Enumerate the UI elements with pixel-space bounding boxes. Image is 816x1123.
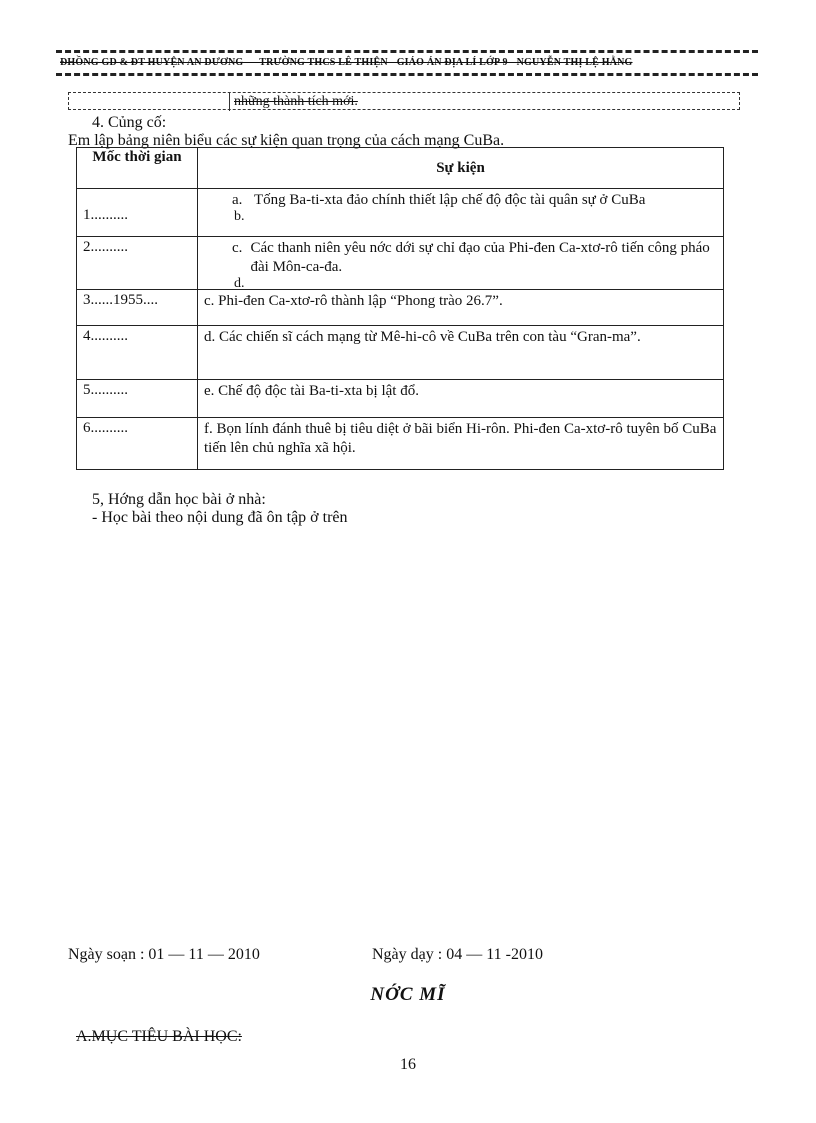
row-label: c.	[232, 240, 243, 256]
homework-item: - Học bài theo nội dung đã ôn tập ở trên	[92, 509, 348, 526]
row-event: d. Các chiến sĩ cách mạng từ Mê-hi-cô về CuBa trên con tàu “Gran-ma”.	[198, 326, 724, 380]
page-header: ĐHỒNG GD & ĐT HUYỆN AN DƯƠNG --- TRƯỜNG THCS LÊ THIỆN - GIÁO ÁN ĐỊA LÍ LỚP 9 - NGUYỄN THỊ LỆ HẰNG	[56, 50, 758, 76]
table-row	[77, 326, 724, 380]
lesson-title: NỚC MĨ	[370, 984, 446, 1005]
row-event: c. Phi-đen Ca-xtơ-rô thành lập “Phong trào 26.7”.	[198, 290, 724, 326]
date-prepared: Ngày soạn : 01 — 11 — 2010	[68, 946, 260, 963]
row-event-cell	[198, 237, 724, 290]
instruction-text: Em lập bảng niên biểu các sự kiện quan trọng của cách mạng CuBa.	[68, 132, 505, 149]
row-event: Tống Ba-ti-xta đảo chính thiết lập chế độ độc tài quân sự ở CuBa	[254, 192, 646, 208]
page-number: 16	[400, 1056, 416, 1073]
row-time: 2..........	[77, 237, 198, 290]
timeline-table	[76, 147, 724, 470]
header-time: Mốc thời gian	[77, 148, 198, 189]
row-time: 5..........	[77, 380, 198, 418]
table-row	[77, 237, 724, 290]
row-cut-label: d.	[234, 277, 245, 287]
header-event: Sự kiện	[198, 148, 724, 189]
top-text-box	[68, 92, 740, 110]
homework-heading: 5, Hớng dẫn học bài ở nhà:	[92, 491, 266, 508]
top-box-text: những thành tích mới.	[229, 93, 362, 111]
table-row	[77, 290, 724, 326]
row-event: e. Chế độ độc tài Ba-ti-xta bị lật đổ.	[198, 380, 724, 418]
row-cut-label: b.	[234, 210, 245, 220]
row-time: 1..........	[77, 189, 198, 237]
row-event: Các thanh niên yêu nớc dới sự chỉ đạo của Phi-đen Ca-xtơ-rô tiến công pháo đài Môn-ca-đa.	[250, 240, 710, 275]
row-event: f. Bọn lính đánh thuê bị tiêu diệt ở bãi biển Hi-rôn. Phi-đen Ca-xtơ-rô tuyên bố CuBa tiến lên chủ nghĩa xã hội.	[198, 418, 724, 470]
table-row	[77, 189, 724, 237]
row-time: 4..........	[77, 326, 198, 380]
consolidation-heading: 4. Củng cố:	[92, 114, 167, 131]
section-heading: A.MỤC TIÊU BÀI HỌC:	[76, 1028, 242, 1045]
row-time: 3......1955....	[77, 290, 198, 326]
row-time: 6..........	[77, 418, 198, 470]
row-label: a.	[232, 192, 243, 208]
date-taught: Ngày dạy : 04 — 11 -2010	[372, 946, 543, 963]
table-row	[77, 418, 724, 470]
row-event-cell	[198, 189, 724, 237]
table-row	[77, 380, 724, 418]
table-header-row	[77, 148, 724, 189]
